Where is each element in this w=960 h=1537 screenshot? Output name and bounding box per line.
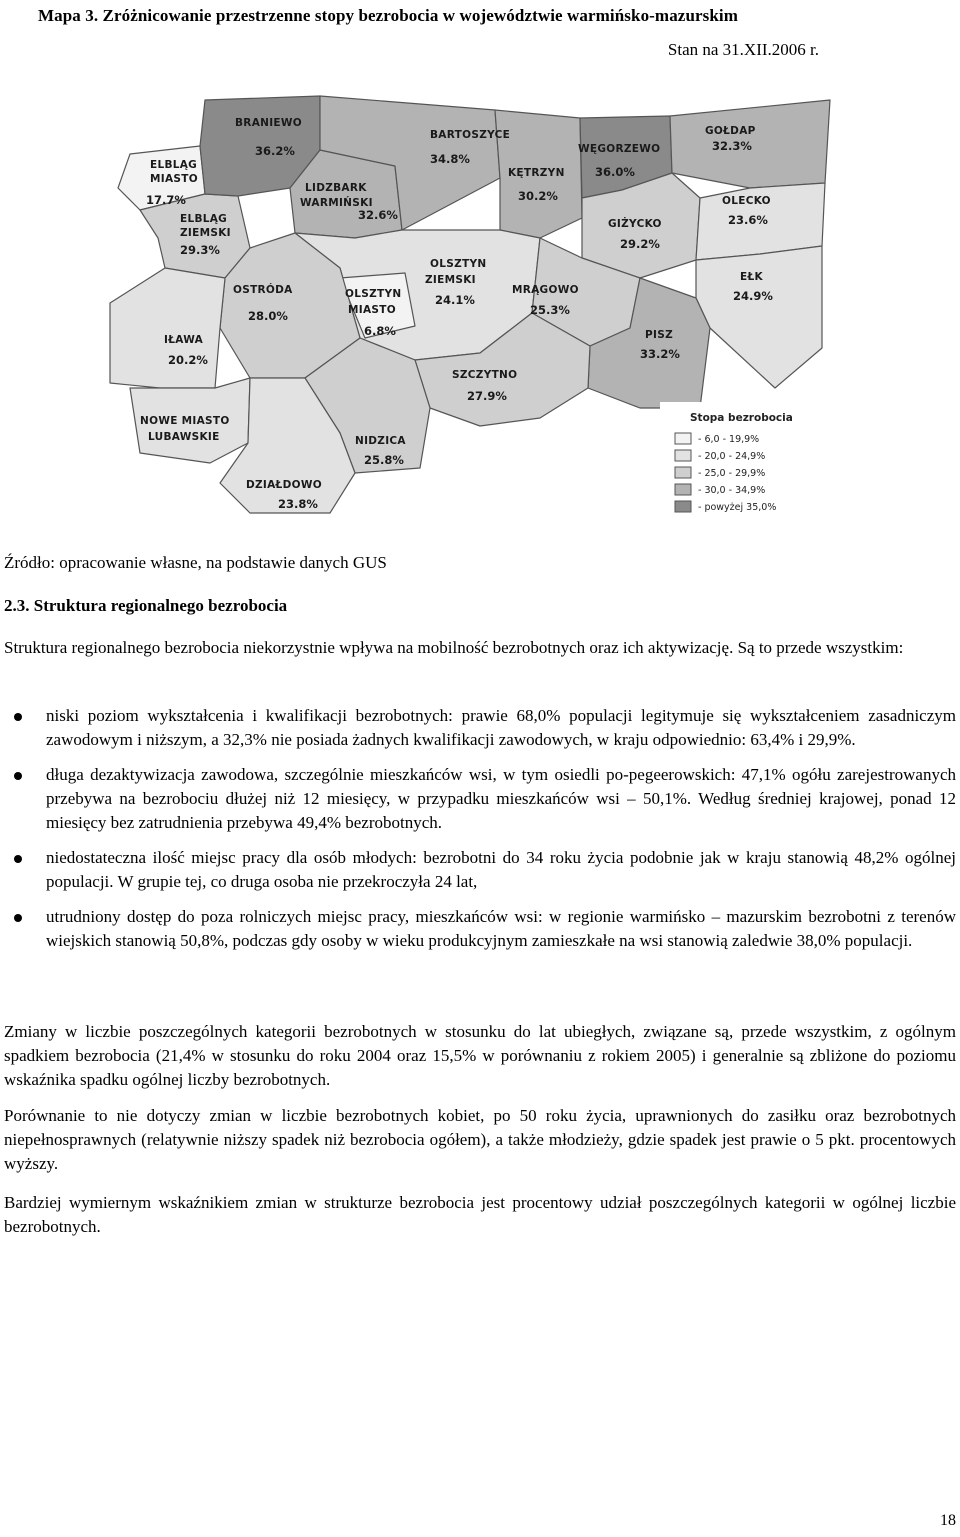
svg-text:6.8%: 6.8% [364,324,396,338]
source-note: Źródło: opracowanie własne, na podstawie danych GUS [4,553,387,572]
svg-text:WĘGORZEWO: WĘGORZEWO [578,143,661,155]
svg-text:GOŁDAP: GOŁDAP [705,125,756,137]
paragraph-indicator: Bardziej wymiernym wskaźnikiem zmian w strukturze bezrobocia jest procentowy udział poszczególnych kategorii w ogólnej liczbie bezrobotnych. [4,1193,956,1236]
svg-text:33.2%: 33.2% [640,347,680,361]
bullet-icon [14,772,22,780]
region-ilawa [110,268,225,388]
legend-swatch [675,501,691,512]
bullet-icon [14,713,22,721]
svg-text:ELBLĄG: ELBLĄG [180,213,228,225]
legend-label: - powyżej 35,0% [698,502,777,513]
svg-text:36.2%: 36.2% [255,144,295,158]
svg-text:23.6%: 23.6% [728,213,768,227]
label-goldap [705,125,756,153]
bullet-item: długa dezaktywizacja zawodowa, szczególnie mieszkańców wsi, w tym osiedli po-pegeerowskich: 47,1% ogółu zarejestrowanych przebywa na bezrobociu dłużej niż 12 miesięcy, w przypadku mieszkańców wsi – 50,1%. Według średniej krajowej, ponad 12 miesięcy bez zatrudnienia przebywa 49,4% bezrobotnych. [4,763,956,835]
svg-text:29.2%: 29.2% [620,237,660,251]
bullet-list [4,704,956,964]
map-title: Mapa 3. Zróżnicowanie przestrzenne stopy bezrobocia w województwie warmińsko-mazurskim [38,6,738,25]
svg-text:GIŻYCKO: GIŻYCKO [608,218,662,230]
bullet-item: utrudniony dostęp do poza rolniczych miejsc pracy, mieszkańców wsi: w regionie warmińsko – mazurskim bezrobotni z terenów wiejskich stanowią 50,8%, podczas gdy osoby w wieku produkcyjnym zamieszkałe na wsi stanowią zaledwie 38,0% populacji. [4,905,956,953]
svg-text:ELBLĄG: ELBLĄG [150,159,198,171]
legend-swatch [675,433,691,444]
legend-swatch [675,450,691,461]
svg-text:25.8%: 25.8% [364,453,404,467]
svg-text:24.1%: 24.1% [435,293,475,307]
svg-text:OLSZTYN: OLSZTYN [430,258,487,270]
unemployment-map [100,88,840,528]
bullet-item: niski poziom wykształcenia i kwalifikacji bezrobotnych: prawie 68,0% populacji legitymuje się wykształceniem zasadniczym zawodowym i niższym, a 32,3% nie posiada żadnych kwalifikacji zawodowych, w kraju odpowiednio: 63,4% i 29,9%. [4,704,956,752]
legend-swatch [675,484,691,495]
bullet-icon [14,914,22,922]
region-elk [696,246,822,388]
svg-text:EŁK: EŁK [740,271,763,283]
svg-text:34.8%: 34.8% [430,152,470,166]
svg-text:27.9%: 27.9% [467,389,507,403]
svg-text:20.2%: 20.2% [168,353,208,367]
svg-text:MRĄGOWO: MRĄGOWO [512,284,579,296]
legend-label: - 30,0 - 34,9% [698,485,766,496]
svg-text:30.2%: 30.2% [518,189,558,203]
svg-text:OLSZTYN: OLSZTYN [345,288,402,300]
svg-text:NOWE MIASTO: NOWE MIASTO [140,415,230,427]
svg-text:23.8%: 23.8% [278,497,318,511]
svg-text:PISZ: PISZ [645,329,673,341]
bullet-icon [14,855,22,863]
map-legend [660,402,835,520]
svg-text:LUBAWSKIE: LUBAWSKIE [148,431,220,443]
svg-text:36.0%: 36.0% [595,165,635,179]
svg-text:17.7%: 17.7% [146,193,186,207]
intro-paragraph: Struktura regionalnego bezrobocia niekorzystnie wpływa na mobilność bezrobotnych oraz ich aktywizację. Są to przede wszystkim: [4,638,904,657]
svg-text:NIDZICA: NIDZICA [355,435,406,447]
svg-text:24.9%: 24.9% [733,289,773,303]
svg-text:MIASTO: MIASTO [150,173,198,185]
svg-text:MIASTO: MIASTO [348,304,396,316]
legend-swatch [675,467,691,478]
legend-label: - 6,0 - 19,9% [698,434,760,445]
bullet-item: niedostateczna ilość miejsc pracy dla osób młodych: bezrobotni do 34 roku życia podobnie jak w kraju stanowią 48,2% ogólnej populacji. W grupie tej, co druga osoba nie przekroczyła 24 lat, [4,846,956,894]
svg-text:28.0%: 28.0% [248,309,288,323]
svg-text:25.3%: 25.3% [530,303,570,317]
legend-label: - 25,0 - 29,9% [698,468,766,479]
section-heading: 2.3. Struktura regionalnego bezrobocia [4,596,288,615]
svg-text:LIDZBARK: LIDZBARK [305,182,367,194]
svg-text:ZIEMSKI: ZIEMSKI [425,274,476,286]
svg-text:32.3%: 32.3% [712,139,752,153]
svg-text:OSTRÓDA: OSTRÓDA [233,284,293,296]
page-number: 18 [940,1512,956,1529]
svg-text:BRANIEWO: BRANIEWO [235,117,302,129]
legend-label: - 20,0 - 24,9% [698,451,766,462]
svg-text:WARMIŃSKI: WARMIŃSKI [300,197,373,209]
legend-title: Stopa bezrobocia [690,412,793,424]
svg-text:DZIAŁDOWO: DZIAŁDOWO [246,479,322,491]
paragraph-comparison: Porównanie to nie dotyczy zmian w liczbie bezrobotnych kobiet, po 50 roku życia, uprawnionych do zasiłku oraz bezrobotnych niepełnosprawnych (relatywnie niższy spadek niż bezrobocia ogółem), a także młodzieży, gdzie spadek jest prawie o 5 pkt. procentowych wyższy. [4,1106,956,1173]
svg-text:BARTOSZYCE: BARTOSZYCE [430,129,511,141]
svg-text:KĘTRZYN: KĘTRZYN [508,167,565,179]
map-date: Stan na 31.XII.2006 r. [667,40,819,59]
svg-text:29.3%: 29.3% [180,243,220,257]
svg-text:SZCZYTNO: SZCZYTNO [452,369,518,381]
svg-text:IŁAWA: IŁAWA [164,334,204,346]
svg-text:ZIEMSKI: ZIEMSKI [180,227,231,239]
svg-text:OLECKO: OLECKO [722,195,771,207]
paragraph-changes: Zmiany w liczbie poszczególnych kategorii bezrobotnych w stosunku do lat ubiegłych, związane są, przede wszystkim, z ogólnym spadkiem bezrobocia (21,4% w stosunku do roku 2004 oraz 15,5% w porównaniu z rokiem 2005) i generalnie są zbliżone do poziomu wskaźnika spadku ogólnej liczby bezrobotnych. [4,1022,956,1089]
svg-text:32.6%: 32.6% [358,208,398,222]
